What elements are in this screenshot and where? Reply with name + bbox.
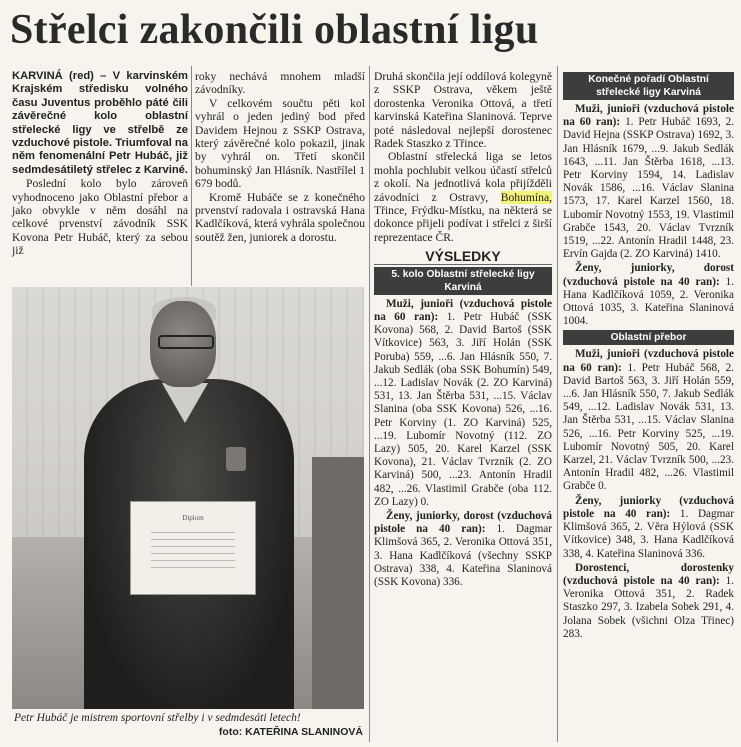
column-divider bbox=[557, 66, 558, 742]
article-lead: KARVINÁ (red) – V karvinském Krajském středisku volného času Juventus proběhlo páté čili závěrečné kolo oblastní střelecké ligy ve střelbě ze vzduchové pistole. Triumfoval na něm fenomenální Petr Hubáč, již sedmdesátiletý střelec z Karviné. bbox=[12, 70, 188, 176]
photo-credit: foto: KATEŘINA SLANINOVÁ bbox=[218, 726, 363, 738]
results-block: Ženy, juniorky, dorost (vzduchová pistole na 40 ran): 1. Hana Kadlčíková 1059, 2. Veronika Ottová 1035, 3. Kateřina Slaninová 1004. bbox=[563, 262, 734, 328]
article-column-2 bbox=[195, 70, 365, 244]
article-paragraph: V celkovém součtu pěti kol vyhrál o jeden jediný bod před Davidem Hejnou z SSKP Ostrava, který závěrečné kolo pokazil, jinak by vyhrál on. Třetí skončil bohuminský Jan Hlásník. Nastřílel 1 679 bodů. bbox=[195, 96, 365, 191]
article-photo bbox=[12, 287, 364, 709]
article-column-1 bbox=[12, 70, 188, 258]
article-paragraph: Poslední kolo bylo zároveň vyhodnoceno jako Oblastní přebor a jako obvykle v něm dosáhl na celkové prvenství závodník SSK Kovona Petr Hubáč, který za sebou již bbox=[12, 177, 188, 258]
article-paragraph: Druhá skončila její oddílová kolegyně z SSKP Ostrava, věkem ještě dorostenka Veronika Ottová, a třetí karvinská Kateřina Slaninová. Teprve poté následoval nejlepší dorostenec Radek Staszko z Třince. bbox=[374, 70, 552, 151]
photo-caption: Petr Hubáč je mistrem sportovní střelby i v sedmdesáti letech! bbox=[14, 712, 301, 724]
article-paragraph: roky nechává mnohem mladší závodníky. bbox=[195, 70, 365, 97]
results-block: Muži, junioři (vzduchová pistole na 60 ran): 1. Petr Hubáč 1693, 2. David Hejna (SSKP Ostrava) 1692, 3. Jan Hlásník 1679, ...9. Jakub Sedlák 1643, ...11. Jan Štěrba 1618, ...13. Petr Korviny 1594, 14. Ladislav Novák 1586, ...16. Václav Slanina 1573, 17. Karel Karzel 1560, 18. Lubomír Novotný 1553, 19. Vlastimil Grabče 1543, 20. Václav Tvrzník 1519, ...22. Antonín Hradil 1448, 23. Ervín Gajda (2. ZO Karviná) 1410. bbox=[563, 103, 734, 261]
article-column-3 bbox=[374, 70, 552, 590]
results-box-header: Oblastní přebor bbox=[563, 330, 734, 345]
results-block: Muži, junioři (vzduchová pistole na 60 ran): 1. Petr Hubáč 568, 2. David Bartoš 563, 3. Jiří Holán 559, ...6. Jan Hlásník 550, 7. Jakub Sedlák 549, ...12. Ladislav Novák 531, 13. Jan Štěrba 531, ...15. Václav Slanina 526, ...16. Petr Korviny 525, ...19. Lubomír Novotný 505, 20. Karel Karzel, 21. Václav Tvrzník 500, ...23. Antonín Hradil 482, ...26. Vlastimil Grabče 0. bbox=[563, 348, 734, 493]
results-box-header: Konečné pořadí Oblastní střelecké ligy Karviná bbox=[563, 72, 734, 100]
column-divider bbox=[191, 66, 192, 286]
badge-icon bbox=[226, 447, 246, 471]
article-paragraph: Kromě Hubáče se z konečného prvenství radovala i ostravská Hana Kadlčíková, která vyhrála společnou soutěž žen, juniorek a dorostu. bbox=[195, 190, 365, 244]
article-paragraph: Oblastní střelecká liga se letos mohla pochlubit velkou účastí střelců z okolí. Na jednotlivá kola přijížděli závodníci z Ostravy, Bohumína, Třince, Frýdku-Místku, na některá se dokonce přijeli podívat i střelci z širší reprezentace ČR. bbox=[374, 150, 552, 244]
diploma: Diplom bbox=[130, 501, 256, 595]
headline: Střelci zakončili oblastní ligu bbox=[10, 7, 539, 53]
results-block: Muži, junioři (vzduchová pistole na 60 ran): 1. Petr Hubáč (SSK Kovona) 568, 2. David Bartoš (SSK Vítkovice) 563, 3. Jiří Holán (SSK Poruba) 559, ...6. Jan Hlásník 550, 7. Jakub Sedlák (oba SSK Bohumín) 549, ...12. Ladislav Novák (2. ZO Karviná) 531, 13. Jan Štěrba 531, ...15. Václav Slanina (oba SSK Kovona) 526, ...16. Petr Korviny (1. ZO Karviná) 525, ...19. Lubomír Novotný (112. ZO Lazy) 505, 20. Karel Karzel (SSK Kovona), 21. Václav Tvrzník (2. ZO Karviná) 500, ...23. Antonín Hradil 482, ...26. Vlastimil Grabče (oba 112. ZO Lazy) 0. bbox=[374, 297, 552, 508]
results-title: VÝSLEDKY bbox=[374, 250, 552, 264]
results-block: Ženy, juniorky (vzduchová pistole na 40 ran): 1. Dagmar Klimšová 365, 2. Věra Hýlová (SSK Vítkovice) 348, 3. Hana Kadlčíková 338, 4. Kateřina Slaninová 336. bbox=[563, 494, 734, 560]
highlighted-word: Bohumína, bbox=[500, 190, 552, 204]
results-block: Dorostenci, dorostenky (vzduchová pistole na 40 ran): 1. Veronika Ottová 351, 2. Radek Staszko 297, 3. Izabela Sobek 291, 4. Jolana Sobek (všichni Olza Třinec) 283. bbox=[563, 561, 734, 640]
results-box-header: 5. kolo Oblastní střelecké ligy Karviná bbox=[374, 267, 552, 295]
results-block: Ženy, juniorky, dorost (vzduchová pistole na 40 ran): 1. Dagmar Klimšová 365, 2. Veronika Ottová 351, 3. Hana Kadlčíková (všechny SSKP Ostrava) 338, 4. Kateřina Slaninová (SSK Kovona) 336. bbox=[374, 509, 553, 588]
article-column-4 bbox=[563, 70, 734, 642]
column-divider bbox=[369, 66, 370, 742]
